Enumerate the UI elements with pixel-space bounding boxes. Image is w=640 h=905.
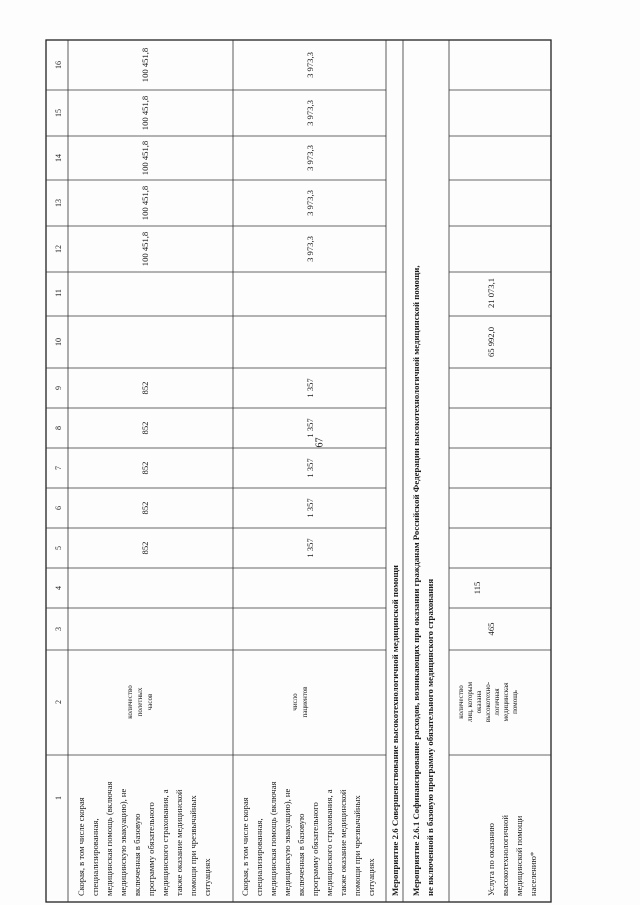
svg-text:специализированная,: специализированная, bbox=[90, 818, 100, 896]
cell-patients-c14: 3 973,3 bbox=[305, 145, 315, 171]
cell-hitech-c10: 65 992,0 bbox=[486, 326, 496, 358]
svg-text:медицинская помощь (включая: медицинская помощь (включая bbox=[104, 781, 114, 896]
column-number-15: 15 bbox=[54, 109, 63, 117]
svg-text:полетных: полетных bbox=[136, 687, 144, 717]
svg-text:включенная в базовую: включенная в базовую bbox=[296, 813, 306, 896]
svg-text:медицинская: медицинская bbox=[502, 682, 510, 722]
svg-text:также оказание медицинской: также оказание медицинской bbox=[174, 789, 184, 896]
cell-hitech-c4: 115 bbox=[472, 581, 482, 595]
svg-text:медицинскую эвакуацию), не: медицинскую эвакуацию), не bbox=[282, 788, 292, 896]
svg-text:медицинского страхования, а: медицинского страхования, а bbox=[160, 789, 170, 896]
svg-text:программу обязательного: программу обязательного bbox=[310, 802, 320, 896]
svg-text:медицинскую эвакуацию), не: медицинскую эвакуацию), не bbox=[118, 788, 128, 896]
row-hitech-name bbox=[486, 815, 538, 896]
cell-patients-c12: 3 973,3 bbox=[305, 236, 315, 262]
column-number-10: 10 bbox=[54, 338, 63, 346]
svg-text:Мероприятие 2.6.1 Софинансиров: Мероприятие 2.6.1 Софинансирование расходов, возникающих при оказании гражданам Российской Федерации высокотехнологичной медицинской помощи, bbox=[411, 265, 421, 896]
page-number: 67 bbox=[314, 437, 326, 448]
svg-text:населению*: населению* bbox=[528, 851, 538, 896]
overlay-grid bbox=[46, 40, 551, 902]
cell-patients-c13: 3 973,3 bbox=[305, 190, 315, 216]
row-ambulance-hours bbox=[76, 48, 212, 896]
svg-text:ситуациях: ситуациях bbox=[202, 858, 212, 896]
section-2-6-1-heading bbox=[411, 265, 435, 896]
column-number-16: 16 bbox=[54, 61, 63, 69]
svg-text:часов: часов bbox=[146, 693, 154, 711]
cell-hours-c15: 100 451,8 bbox=[140, 95, 150, 131]
svg-text:специализированная,: специализированная, bbox=[254, 818, 264, 896]
cell-patients-c16: 3 973,3 bbox=[305, 52, 315, 78]
cell-patients-c9: 1 357 bbox=[305, 378, 315, 398]
row-ambulance-patients bbox=[240, 52, 376, 896]
column-number-6: 6 bbox=[54, 506, 63, 510]
svg-text:не включенной в базовую програ: не включенной в базовую программу обязательного медицинского страхования bbox=[425, 578, 435, 896]
cell-hours-c14: 100 451,8 bbox=[140, 140, 150, 176]
cell-hours-c12: 100 451,8 bbox=[140, 231, 150, 267]
svg-text:количество: количество bbox=[126, 685, 134, 719]
column-number-7: 7 bbox=[54, 466, 63, 470]
cell-patients-c7: 1 357 bbox=[305, 458, 315, 478]
cell-patients-c5: 1 357 bbox=[305, 538, 315, 558]
cell-hours-c16: 100 451,8 bbox=[140, 47, 150, 83]
svg-text:число: число bbox=[291, 693, 299, 711]
column-number-5: 5 bbox=[54, 546, 63, 550]
svg-text:помощь: помощь bbox=[511, 690, 519, 714]
svg-text:медицинской помощи: медицинской помощи bbox=[514, 815, 524, 896]
svg-text:Услуга по оказанию: Услуга по оказанию bbox=[486, 823, 496, 896]
column-number-3: 3 bbox=[54, 627, 63, 631]
column-number-14: 14 bbox=[54, 154, 63, 162]
cell-hours-c5: 852 bbox=[140, 541, 150, 555]
cell-hitech-c3: 465 bbox=[486, 622, 496, 636]
svg-text:программу обязательного: программу обязательного bbox=[146, 802, 156, 896]
cell-hours-c8: 852 bbox=[140, 421, 150, 435]
row-ambulance-patients-name bbox=[240, 782, 376, 896]
svg-text:пациентов: пациентов bbox=[301, 686, 309, 718]
svg-text:включенная в базовую: включенная в базовую bbox=[132, 813, 142, 896]
column-number-8: 8 bbox=[54, 426, 63, 430]
column-number-13: 13 bbox=[54, 199, 63, 207]
svg-text:количество: количество bbox=[457, 685, 465, 719]
column-number-header bbox=[54, 61, 63, 800]
svg-text:помощи при чрезвычайных: помощи при чрезвычайных bbox=[352, 795, 362, 896]
svg-text:ситуациях: ситуациях bbox=[366, 858, 376, 896]
row-ambulance-hours-name bbox=[76, 782, 212, 896]
cell-patients-c15: 3 973,3 bbox=[305, 100, 315, 126]
row-hitech-unit bbox=[457, 681, 519, 722]
cell-hours-c13: 100 451,8 bbox=[140, 185, 150, 221]
svg-text:высокотехно-: высокотехно- bbox=[484, 681, 492, 723]
cell-hours-c7: 852 bbox=[140, 461, 150, 475]
cell-patients-c6: 1 357 bbox=[305, 498, 315, 518]
svg-text:лиц, которым: лиц, которым bbox=[466, 681, 474, 723]
row-ambulance-hours-unit bbox=[126, 685, 154, 719]
svg-text:оказана: оказана bbox=[475, 690, 483, 714]
svg-text:высокотехнологичной: высокотехнологичной bbox=[500, 815, 510, 896]
column-number-9: 9 bbox=[54, 386, 63, 390]
cell-hours-c6: 852 bbox=[140, 501, 150, 515]
svg-text:также оказание медицинской: также оказание медицинской bbox=[338, 789, 348, 896]
svg-text:логичная: логичная bbox=[493, 688, 501, 716]
svg-text:помощи при чрезвычайных: помощи при чрезвычайных bbox=[188, 795, 198, 896]
column-number-2: 2 bbox=[54, 700, 63, 704]
column-number-1: 1 bbox=[54, 796, 63, 800]
cell-hours-c9: 852 bbox=[140, 381, 150, 395]
svg-text:Скорая, в том числе скорая: Скорая, в том числе скорая bbox=[76, 797, 86, 896]
cell-hitech-c11: 21 073,1 bbox=[486, 277, 496, 309]
column-number-4: 4 bbox=[54, 586, 63, 590]
row-ambulance-patients-unit bbox=[291, 686, 309, 718]
cell-patients-c8: 1 357 bbox=[305, 418, 315, 438]
row-hitech bbox=[457, 278, 538, 896]
section-2-6-heading: Мероприятие 2.6 Совершенствование высокотехнологичной медицинской помощи bbox=[390, 565, 400, 896]
svg-text:Скорая, в том числе скорая: Скорая, в том числе скорая bbox=[240, 797, 250, 896]
svg-text:медицинская помощь (включая: медицинская помощь (включая bbox=[268, 781, 278, 896]
svg-text:медицинского страхования, а: медицинского страхования, а bbox=[324, 789, 334, 896]
column-number-12: 12 bbox=[54, 245, 63, 253]
column-number-11: 11 bbox=[54, 289, 63, 297]
